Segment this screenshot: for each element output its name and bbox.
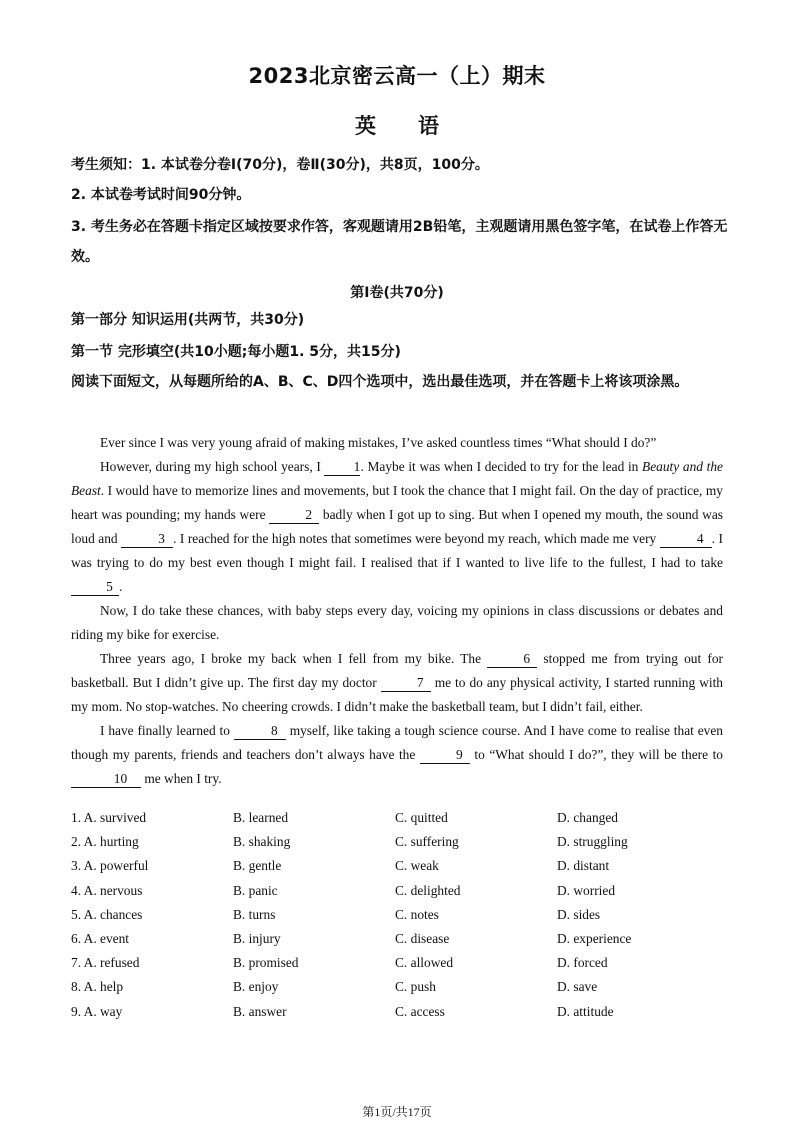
passage-paragraph-5 <box>71 719 723 791</box>
option-c: C. weak <box>395 858 439 874</box>
option-a: 9. A. way <box>71 1003 123 1019</box>
text-run: I have finally learned to <box>100 723 234 738</box>
text-run: to “What should I do?”, they will be there to <box>469 747 723 762</box>
option-b: B. learned <box>233 810 289 825</box>
text-run: . I would have to memorize lines and movements, but I took the chance that I might fail. On the day of practice, my heart was pounding; my hands were <box>71 483 723 522</box>
instruction-text: 阅读下面短文，从每题所给的A、B、C、D四个选项中，选出最佳选项，并在答题卡上将该项涂黑。 <box>71 374 689 390</box>
text-run: However, during my high school years, I <box>100 459 325 474</box>
option-d: D. struggling <box>557 834 628 850</box>
option-c: C. disease <box>395 930 450 946</box>
option-d: D. sides <box>557 906 601 922</box>
question-row <box>71 830 731 854</box>
option-c: C. delighted <box>395 882 461 898</box>
option-b: B. enjoy <box>233 979 279 995</box>
blank-1: 1 <box>324 459 360 476</box>
option-d: D. attitude <box>557 1003 614 1019</box>
option-c: C. push <box>395 979 436 995</box>
option-b: B. turns <box>233 906 276 922</box>
option-b: B. promised <box>233 955 299 971</box>
option-d: D. changed <box>557 810 618 825</box>
question-row <box>71 975 731 999</box>
text-run: badly when I got up to sing. But when I opened my mouth, the sound was loud and <box>71 507 723 546</box>
page-number: 第1页/共17页 <box>362 1105 432 1119</box>
options-table <box>71 806 731 1024</box>
text-run: me to do any physical activity, I started running with my mom. No stop-watches. No cheering crowds. I didn’t make the basketball team, but I didn’t fail, either. <box>71 675 723 714</box>
subject-title: 英 语 <box>355 114 439 138</box>
blank-10: 10 <box>71 771 141 788</box>
option-a: 7. A. refused <box>71 955 140 971</box>
blank-6: 6 <box>487 651 537 668</box>
part-heading: 第一部分 知识运用(共两节，共30分) <box>71 312 305 328</box>
passage-paragraph-1: Ever since I was very young afraid of making mistakes, I’ve asked countless times “What should I do?” <box>100 435 657 450</box>
question-row <box>71 1000 731 1024</box>
blank-5: 5 <box>71 579 119 596</box>
blank-7: 7 <box>381 675 431 692</box>
question-row <box>71 927 731 951</box>
text-run: . <box>119 579 123 594</box>
question-row <box>71 903 731 927</box>
text-run: me when I try. <box>141 771 222 786</box>
text-run: Three years ago, I broke my back when I fell from my bike. The <box>100 651 488 666</box>
blank-4: 4 <box>660 531 712 548</box>
blank-3: 3 <box>121 531 173 548</box>
option-a: 8. A. help <box>71 979 124 995</box>
option-b: B. gentle <box>233 858 282 874</box>
option-d: D. experience <box>557 930 632 946</box>
italic-title: Beauty and the Beast <box>71 459 723 498</box>
passage-paragraph-3: Now, I do take these chances, with baby steps every day, voicing my opinions in class discussions or debates and riding my bike for exercise. <box>71 603 723 642</box>
option-a: 1. A. survived <box>71 810 147 825</box>
notice-line-1: 考生须知：1. 本试卷分卷Ⅰ(70分)，卷Ⅱ(30分)，共8页，100分。 <box>71 157 489 173</box>
option-a: 5. A. chances <box>71 906 143 922</box>
text-run: . I reached for the high notes that sometimes were beyond my reach, which made me very <box>173 531 660 546</box>
option-c: C. quitted <box>395 810 448 825</box>
option-c: C. suffering <box>395 834 459 850</box>
option-c: C. access <box>395 1003 445 1019</box>
exam-title: 2023北京密云高一（上）期末 <box>248 64 546 88</box>
option-c: C. allowed <box>395 955 454 971</box>
text-run: stopped me from trying out for basketball. But I didn’t give up. The first day my doctor <box>71 651 723 690</box>
option-a: 4. A. nervous <box>71 882 143 898</box>
cloze-passage <box>71 431 723 791</box>
option-c: C. notes <box>395 906 439 922</box>
question-row <box>71 879 731 903</box>
option-d: D. distant <box>557 858 610 874</box>
option-b: B. shaking <box>233 834 291 850</box>
option-d: D. save <box>557 979 598 995</box>
option-a: 2. A. hurting <box>71 834 139 850</box>
notice-line-2: 2. 本试卷考试时间90分钟。 <box>71 187 251 203</box>
option-d: D. worried <box>557 882 616 898</box>
question-row <box>71 854 731 878</box>
notice-line-3: 3. 考生务必在答题卡指定区域按要求作答，客观题请用2B铅笔，主观题请用黑色签字笔，在试卷上作答无效。 <box>71 219 728 265</box>
text-run: myself, like taking a tough science course. And I have come to realise that even though my parents, friends and teachers don’t always have the <box>71 723 724 762</box>
blank-2: 2 <box>269 507 319 524</box>
blank-9: 9 <box>420 747 470 764</box>
option-a: 3. A. powerful <box>71 858 149 874</box>
question-row <box>71 806 731 830</box>
passage-paragraph-4 <box>71 647 723 719</box>
option-d: D. forced <box>557 955 608 971</box>
option-b: B. answer <box>233 1003 287 1019</box>
question-row <box>71 951 731 975</box>
volume-heading: 第Ⅰ卷(共70分) <box>350 285 444 301</box>
blank-8: 8 <box>234 723 286 740</box>
option-b: B. panic <box>233 882 278 898</box>
option-a: 6. A. event <box>71 930 130 946</box>
option-b: B. injury <box>233 930 281 946</box>
text-run: . Maybe it was when I decided to try for the lead in <box>360 459 643 474</box>
passage-paragraph-2 <box>71 455 723 599</box>
subsection-heading: 第一节 完形填空(共10小题;每小题1. 5分，共15分) <box>71 344 401 360</box>
text-run: . I was trying to do my best even though I might fail. I realised that if I wanted to live life to the fullest, I had to take <box>71 531 723 570</box>
